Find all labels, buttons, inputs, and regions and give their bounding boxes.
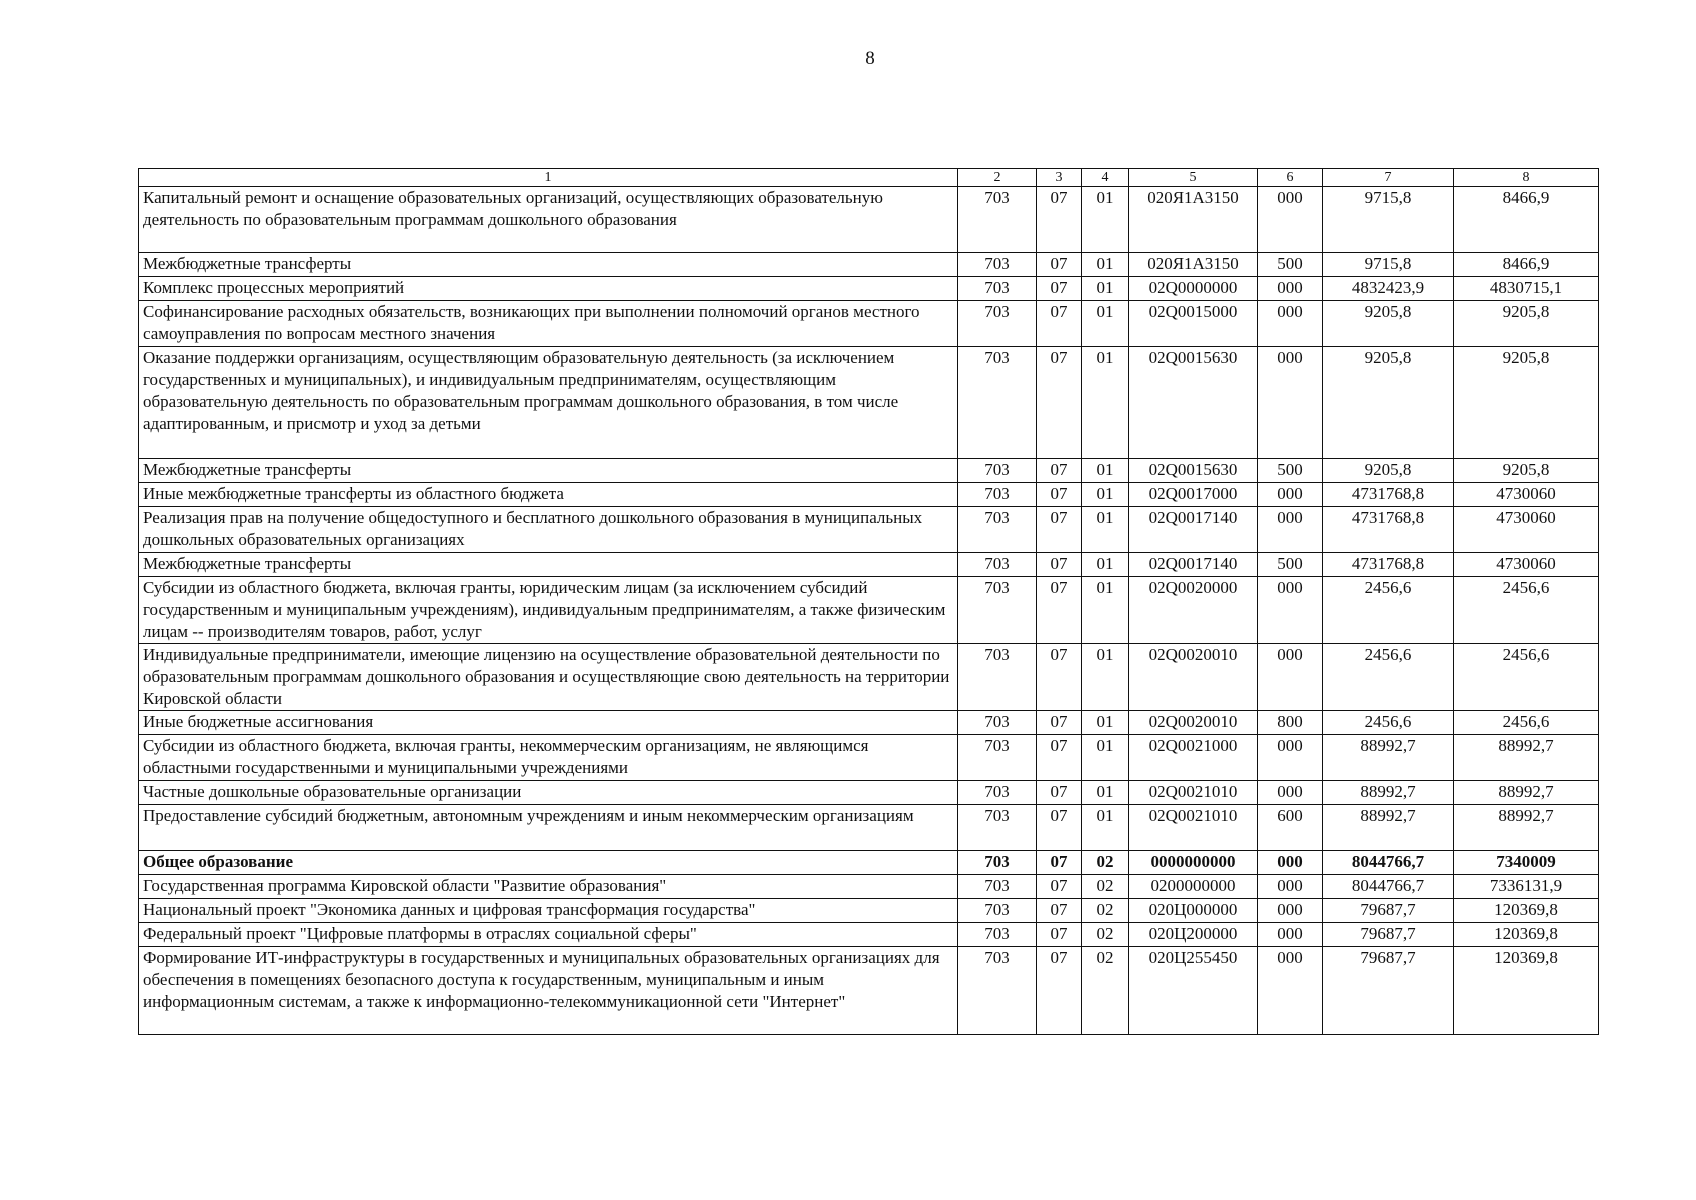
row-amount-2: 2456,6	[1454, 644, 1599, 711]
row-expense-type: 000	[1258, 735, 1323, 781]
row-name: Частные дошкольные образовательные организации	[139, 781, 958, 805]
row-target-code: 02Q0017000	[1129, 483, 1258, 507]
row-amount-1: 79687,7	[1323, 899, 1454, 923]
row-code-admin: 703	[958, 483, 1037, 507]
col-header: 4	[1082, 169, 1129, 187]
row-subsection: 02	[1082, 875, 1129, 899]
row-code-admin: 703	[958, 711, 1037, 735]
row-expense-type: 500	[1258, 553, 1323, 577]
col-header: 7	[1323, 169, 1454, 187]
row-subsection: 01	[1082, 301, 1129, 347]
row-subsection: 01	[1082, 553, 1129, 577]
header-row	[139, 169, 1599, 187]
row-code-admin: 703	[958, 301, 1037, 347]
row-target-code: 02Q0000000	[1129, 277, 1258, 301]
row-subsection: 01	[1082, 805, 1129, 851]
col-header: 2	[958, 169, 1037, 187]
row-code-admin: 703	[958, 781, 1037, 805]
row-amount-2: 88992,7	[1454, 781, 1599, 805]
row-amount-2: 88992,7	[1454, 735, 1599, 781]
row-section: 07	[1037, 735, 1082, 781]
row-code-admin: 703	[958, 735, 1037, 781]
row-subsection: 02	[1082, 899, 1129, 923]
row-name: Межбюджетные трансферты	[139, 253, 958, 277]
table-row	[139, 735, 1599, 781]
row-subsection: 01	[1082, 507, 1129, 553]
row-subsection: 02	[1082, 851, 1129, 875]
table-row	[139, 805, 1599, 851]
row-amount-1: 88992,7	[1323, 781, 1454, 805]
row-amount-1: 8044766,7	[1323, 851, 1454, 875]
table-row	[139, 277, 1599, 301]
table-row	[139, 459, 1599, 483]
row-target-code: 020Ц000000	[1129, 899, 1258, 923]
row-code-admin: 703	[958, 923, 1037, 947]
row-subsection: 02	[1082, 923, 1129, 947]
row-subsection: 01	[1082, 577, 1129, 644]
row-name: Капитальный ремонт и оснащение образовательных организаций, осуществляющих образовательную деятельность по образовательным программам дошкольного образования	[139, 187, 958, 253]
row-section: 07	[1037, 875, 1082, 899]
table-row	[139, 553, 1599, 577]
row-subsection: 02	[1082, 947, 1129, 1035]
page-number: 8	[865, 48, 875, 69]
row-code-admin: 703	[958, 805, 1037, 851]
row-name: Субсидии из областного бюджета, включая гранты, юридическим лицам (за исключением субсидий государственным и муниципальным учреждениям), индивидуальным предпринимателям, а также физическим лицам -- производителям товаров, работ, услуг	[139, 577, 958, 644]
row-expense-type: 000	[1258, 507, 1323, 553]
row-section: 07	[1037, 577, 1082, 644]
row-amount-2: 8466,9	[1454, 253, 1599, 277]
row-amount-1: 9715,8	[1323, 187, 1454, 253]
row-amount-2: 120369,8	[1454, 923, 1599, 947]
table-row	[139, 899, 1599, 923]
row-amount-2: 7336131,9	[1454, 875, 1599, 899]
row-code-admin: 703	[958, 277, 1037, 301]
row-expense-type: 000	[1258, 781, 1323, 805]
row-target-code: 02Q0015000	[1129, 301, 1258, 347]
row-expense-type: 500	[1258, 253, 1323, 277]
row-section: 07	[1037, 347, 1082, 459]
row-name: Национальный проект "Экономика данных и цифровая трансформация государства"	[139, 899, 958, 923]
row-amount-1: 88992,7	[1323, 805, 1454, 851]
table-row	[139, 875, 1599, 899]
row-name: Государственная программа Кировской области "Развитие образования"	[139, 875, 958, 899]
row-name: Межбюджетные трансферты	[139, 553, 958, 577]
row-amount-1: 4731768,8	[1323, 553, 1454, 577]
row-expense-type: 000	[1258, 577, 1323, 644]
row-expense-type: 600	[1258, 805, 1323, 851]
row-section: 07	[1037, 253, 1082, 277]
row-amount-1: 79687,7	[1323, 923, 1454, 947]
row-section: 07	[1037, 805, 1082, 851]
row-amount-2: 120369,8	[1454, 947, 1599, 1035]
row-amount-1: 9205,8	[1323, 459, 1454, 483]
row-subsection: 01	[1082, 644, 1129, 711]
row-amount-2: 8466,9	[1454, 187, 1599, 253]
row-target-code: 02Q0015630	[1129, 459, 1258, 483]
row-name: Индивидуальные предприниматели, имеющие лицензию на осуществление образовательной деятельности по образовательным программам дошкольного образования и осуществляющие свою деятельность на территории Кировской области	[139, 644, 958, 711]
row-subsection: 01	[1082, 735, 1129, 781]
budget-table	[138, 168, 1599, 1035]
row-expense-type: 000	[1258, 277, 1323, 301]
row-target-code: 02Q0021000	[1129, 735, 1258, 781]
row-target-code: 02Q0020000	[1129, 577, 1258, 644]
row-name: Общее образование	[139, 851, 958, 875]
row-code-admin: 703	[958, 553, 1037, 577]
row-subsection: 01	[1082, 459, 1129, 483]
row-target-code: 020Ц255450	[1129, 947, 1258, 1035]
row-amount-2: 2456,6	[1454, 577, 1599, 644]
table-row	[139, 923, 1599, 947]
row-expense-type: 000	[1258, 187, 1323, 253]
row-expense-type: 000	[1258, 947, 1323, 1035]
row-section: 07	[1037, 187, 1082, 253]
table-row	[139, 253, 1599, 277]
row-code-admin: 703	[958, 507, 1037, 553]
row-name: Софинансирование расходных обязательств, возникающих при выполнении полномочий органов местного самоуправления по вопросам местного значения	[139, 301, 958, 347]
row-name: Межбюджетные трансферты	[139, 459, 958, 483]
table-row	[139, 781, 1599, 805]
table-row	[139, 644, 1599, 711]
table-row	[139, 301, 1599, 347]
row-amount-1: 4731768,8	[1323, 483, 1454, 507]
row-subsection: 01	[1082, 277, 1129, 301]
row-expense-type: 000	[1258, 347, 1323, 459]
row-expense-type: 000	[1258, 851, 1323, 875]
row-subsection: 01	[1082, 187, 1129, 253]
row-name: Реализация прав на получение общедоступного и бесплатного дошкольного образования в муниципальных дошкольных образовательных организациях	[139, 507, 958, 553]
row-subsection: 01	[1082, 253, 1129, 277]
row-name: Предоставление субсидий бюджетным, автономным учреждениям и иным некоммерческим организациям	[139, 805, 958, 851]
row-amount-2: 120369,8	[1454, 899, 1599, 923]
row-amount-2: 9205,8	[1454, 347, 1599, 459]
row-section: 07	[1037, 277, 1082, 301]
row-name: Иные межбюджетные трансферты из областного бюджета	[139, 483, 958, 507]
row-code-admin: 703	[958, 644, 1037, 711]
table-row	[139, 577, 1599, 644]
row-section: 07	[1037, 644, 1082, 711]
col-header: 3	[1037, 169, 1082, 187]
row-target-code: 020Я1А3150	[1129, 187, 1258, 253]
row-amount-2: 4730060	[1454, 483, 1599, 507]
row-section: 07	[1037, 483, 1082, 507]
row-subsection: 01	[1082, 781, 1129, 805]
row-target-code: 020Ц200000	[1129, 923, 1258, 947]
row-section: 07	[1037, 553, 1082, 577]
row-amount-2: 88992,7	[1454, 805, 1599, 851]
row-amount-1: 4731768,8	[1323, 507, 1454, 553]
row-amount-2: 2456,6	[1454, 711, 1599, 735]
row-target-code: 0200000000	[1129, 875, 1258, 899]
row-target-code: 02Q0021010	[1129, 781, 1258, 805]
row-name: Формирование ИТ-инфраструктуры в государственных и муниципальных образовательных организациях для обеспечения в помещениях безопасного доступа к государственным, муниципальным и иным информационным системам, а также к информационно-телекоммуникационной сети "Интернет"	[139, 947, 958, 1035]
table-row	[139, 711, 1599, 735]
row-target-code: 02Q0020010	[1129, 711, 1258, 735]
row-amount-2: 4830715,1	[1454, 277, 1599, 301]
row-section: 07	[1037, 711, 1082, 735]
row-amount-2: 9205,8	[1454, 459, 1599, 483]
row-section: 07	[1037, 301, 1082, 347]
table-row	[139, 187, 1599, 253]
row-target-code: 020Я1А3150	[1129, 253, 1258, 277]
row-name: Комплекс процессных мероприятий	[139, 277, 958, 301]
row-target-code: 02Q0015630	[1129, 347, 1258, 459]
row-target-code: 02Q0021010	[1129, 805, 1258, 851]
row-expense-type: 800	[1258, 711, 1323, 735]
table-row	[139, 483, 1599, 507]
row-section: 07	[1037, 947, 1082, 1035]
row-code-admin: 703	[958, 875, 1037, 899]
row-expense-type: 000	[1258, 483, 1323, 507]
table-row	[139, 507, 1599, 553]
row-amount-1: 8044766,7	[1323, 875, 1454, 899]
row-section: 07	[1037, 899, 1082, 923]
row-amount-1: 9205,8	[1323, 301, 1454, 347]
table-row	[139, 851, 1599, 875]
row-amount-1: 2456,6	[1323, 577, 1454, 644]
row-amount-2: 4730060	[1454, 507, 1599, 553]
row-section: 07	[1037, 923, 1082, 947]
row-amount-1: 2456,6	[1323, 644, 1454, 711]
row-section: 07	[1037, 851, 1082, 875]
table-row	[139, 347, 1599, 459]
row-subsection: 01	[1082, 711, 1129, 735]
row-subsection: 01	[1082, 483, 1129, 507]
row-code-admin: 703	[958, 947, 1037, 1035]
row-expense-type: 500	[1258, 459, 1323, 483]
row-name: Оказание поддержки организациям, осуществляющим образовательную деятельность (за исключением государственных и муниципальных), и индивидуальным предпринимателям, осуществляющим образовательную деятельность по образовательным программам дошкольного образования, в том числе адаптированным, и присмотр и уход за детьми	[139, 347, 958, 459]
row-amount-1: 88992,7	[1323, 735, 1454, 781]
row-amount-2: 9205,8	[1454, 301, 1599, 347]
row-expense-type: 000	[1258, 923, 1323, 947]
row-amount-1: 9205,8	[1323, 347, 1454, 459]
row-target-code: 02Q0017140	[1129, 507, 1258, 553]
row-target-code: 02Q0020010	[1129, 644, 1258, 711]
row-amount-2: 7340009	[1454, 851, 1599, 875]
row-expense-type: 000	[1258, 301, 1323, 347]
row-amount-1: 4832423,9	[1323, 277, 1454, 301]
row-code-admin: 703	[958, 851, 1037, 875]
row-section: 07	[1037, 507, 1082, 553]
row-expense-type: 000	[1258, 899, 1323, 923]
row-code-admin: 703	[958, 347, 1037, 459]
table-body	[139, 187, 1599, 1035]
row-target-code: 02Q0017140	[1129, 553, 1258, 577]
row-name: Федеральный проект "Цифровые платформы в отраслях социальной сферы"	[139, 923, 958, 947]
row-amount-1: 79687,7	[1323, 947, 1454, 1035]
row-name: Иные бюджетные ассигнования	[139, 711, 958, 735]
row-target-code: 0000000000	[1129, 851, 1258, 875]
col-header: 1	[139, 169, 958, 187]
row-expense-type: 000	[1258, 875, 1323, 899]
row-subsection: 01	[1082, 347, 1129, 459]
row-section: 07	[1037, 781, 1082, 805]
row-code-admin: 703	[958, 577, 1037, 644]
table-row	[139, 947, 1599, 1035]
row-code-admin: 703	[958, 459, 1037, 483]
row-amount-1: 9715,8	[1323, 253, 1454, 277]
col-header: 8	[1454, 169, 1599, 187]
row-name: Субсидии из областного бюджета, включая гранты, некоммерческим организациям, не являющимся областными государственными и муниципальными учреждениями	[139, 735, 958, 781]
col-header: 6	[1258, 169, 1323, 187]
row-code-admin: 703	[958, 253, 1037, 277]
row-section: 07	[1037, 459, 1082, 483]
col-header: 5	[1129, 169, 1258, 187]
row-code-admin: 703	[958, 187, 1037, 253]
row-expense-type: 000	[1258, 644, 1323, 711]
row-code-admin: 703	[958, 899, 1037, 923]
row-amount-2: 4730060	[1454, 553, 1599, 577]
row-amount-1: 2456,6	[1323, 711, 1454, 735]
